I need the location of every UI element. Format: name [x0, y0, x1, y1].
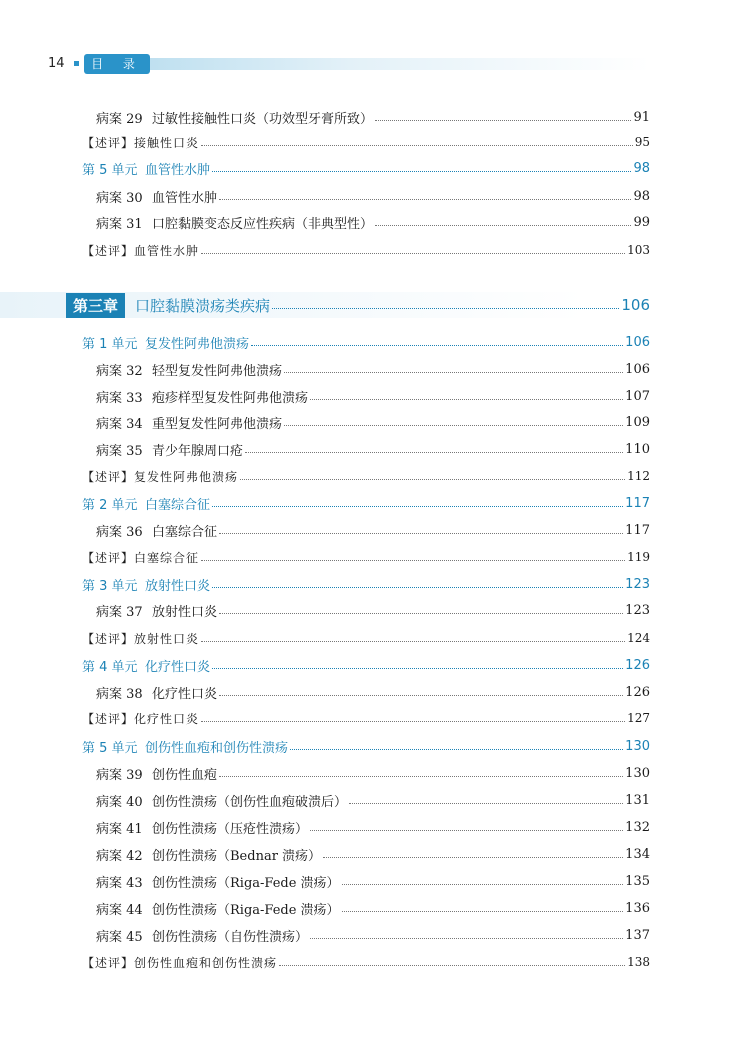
entry-title: 口腔黏膜溃疡类疾病: [135, 296, 271, 315]
leader-dots: [212, 171, 631, 172]
entry-title: 重型复发性阿弗他溃疡: [152, 416, 283, 432]
page-ref: 119: [627, 550, 650, 564]
entry-title: 创伤性溃疡（创伤性血疱破溃后）: [152, 794, 348, 810]
leader-dots: [240, 479, 625, 480]
leader-dots: [219, 613, 623, 614]
page-ref: 95: [634, 135, 650, 149]
case-number: 病案 38: [96, 686, 143, 702]
entry-title: 放射性口炎: [152, 604, 218, 620]
page-ref: 99: [633, 214, 650, 230]
page-ref: 138: [627, 955, 650, 969]
leader-dots: [201, 721, 625, 722]
page-ref: 126: [625, 657, 650, 673]
leader-dots: [342, 884, 624, 885]
page-ref: 123: [625, 576, 650, 592]
case-number: 病案 29: [96, 111, 143, 127]
toc-entry-case[interactable]: [0, 438, 650, 460]
entry-title: 创伤性溃疡（Riga-Fede 溃疡）: [152, 902, 340, 918]
entry-title: 化疗性口炎: [145, 659, 211, 675]
toc-entry-case[interactable]: [0, 816, 650, 838]
case-number: 病案 34: [96, 416, 143, 432]
leader-dots: [201, 253, 625, 254]
leader-dots: [272, 308, 619, 309]
case-number: 病案 40: [96, 794, 143, 810]
case-number: 病案 32: [96, 363, 143, 379]
toc-entry-case[interactable]: [0, 106, 650, 128]
entry-title: 创伤性血疱和创伤性溃疡: [145, 740, 289, 756]
page-ref: 106: [625, 361, 650, 377]
toc-entry-comment[interactable]: [0, 465, 650, 487]
page-ref: 126: [625, 684, 650, 700]
page-ref: 112: [627, 469, 650, 483]
entry-title: 复发性阿弗他溃疡: [145, 336, 250, 352]
toc-entry-comment[interactable]: [0, 627, 650, 649]
page-ref: 130: [625, 765, 650, 781]
leader-dots: [323, 857, 623, 858]
entry-title: 【述评】白塞综合征: [82, 550, 200, 565]
toc-entry-case[interactable]: [0, 870, 650, 892]
case-number: 病案 37: [96, 604, 143, 620]
page-ref: 109: [625, 414, 650, 430]
entry-title: 血管性水肿: [152, 190, 218, 206]
toc-entry-comment[interactable]: [0, 951, 650, 973]
unit-label: 第 3 单元: [82, 578, 138, 594]
page-number: 14: [48, 56, 65, 71]
page-ref: 135: [625, 873, 650, 889]
case-number: 病案 33: [96, 390, 143, 406]
entry-title: 放射性口炎: [145, 578, 211, 594]
page-ref: 107: [625, 388, 650, 404]
toc-entry-case[interactable]: [0, 789, 650, 811]
leader-dots: [212, 506, 623, 507]
leader-dots: [219, 776, 623, 777]
page-ref: 110: [625, 441, 650, 457]
leader-dots: [251, 345, 623, 346]
page-ref: 98: [633, 160, 650, 176]
page-ref: 103: [627, 243, 650, 257]
header-decor-bar: [150, 58, 650, 70]
case-number: 病案 44: [96, 902, 143, 918]
toc-entry-case[interactable]: [0, 211, 650, 233]
leader-dots: [310, 938, 623, 939]
unit-label: 第 5 单元: [82, 162, 138, 178]
toc-entry-case[interactable]: [0, 599, 650, 621]
toc-entry-case[interactable]: [0, 519, 650, 541]
page-header: [0, 52, 730, 76]
page-ref: 106: [625, 334, 650, 350]
toc-entry-case[interactable]: [0, 843, 650, 865]
leader-dots: [245, 452, 623, 453]
toc-entry-chapter[interactable]: [0, 292, 650, 318]
toc-entry-unit[interactable]: [0, 331, 650, 353]
page-ref: 137: [625, 927, 650, 943]
leader-dots: [310, 830, 623, 831]
leader-dots: [219, 695, 623, 696]
toc-entry-case[interactable]: [0, 385, 650, 407]
unit-label: 第 1 单元: [82, 336, 138, 352]
entry-title: 疱疹样型复发性阿弗他溃疡: [152, 390, 309, 406]
leader-dots: [342, 911, 624, 912]
leader-dots: [201, 560, 625, 561]
leader-dots: [212, 668, 623, 669]
page-ref: 130: [625, 738, 650, 754]
toc-entry-case[interactable]: [0, 681, 650, 703]
page-ref: 134: [625, 846, 650, 862]
page-ref: 117: [625, 495, 650, 511]
page-ref: 136: [625, 900, 650, 916]
page-ref: 127: [627, 711, 650, 725]
leader-dots: [310, 399, 623, 400]
page-ref: 106: [621, 296, 650, 314]
toc-entry-comment[interactable]: [0, 546, 650, 568]
header-bullet: [74, 61, 79, 66]
toc-entry-unit[interactable]: [0, 157, 650, 179]
page-ref: 117: [625, 522, 650, 538]
page-ref: 132: [625, 819, 650, 835]
case-number: 病案 35: [96, 443, 143, 459]
page-ref: 91: [633, 109, 650, 125]
case-number: 病案 39: [96, 767, 143, 783]
toc-entry-case[interactable]: [0, 411, 650, 433]
toc-entry-comment[interactable]: [0, 239, 650, 261]
section-label: 目 录: [84, 54, 150, 74]
leader-dots: [219, 199, 631, 200]
case-number: 病案 30: [96, 190, 143, 206]
entry-title: 白塞综合征: [152, 524, 218, 540]
toc-entry-case[interactable]: [0, 358, 650, 380]
leader-dots: [201, 145, 633, 146]
leader-dots: [290, 749, 623, 750]
entry-title: 血管性水肿: [145, 162, 211, 178]
leader-dots: [375, 225, 631, 226]
leader-dots: [219, 533, 623, 534]
entry-title: 【述评】接触性口炎: [82, 135, 200, 150]
leader-dots: [212, 587, 623, 588]
entry-title: 【述评】化疗性口炎: [82, 711, 200, 726]
toc-entry-case[interactable]: [0, 897, 650, 919]
chapter-label: 第三章: [66, 293, 125, 318]
entry-title: 过敏性接触性口炎（功效型牙膏所致）: [152, 111, 374, 127]
page-ref: 124: [627, 631, 650, 645]
entry-title: 创伤性溃疡（自伤性溃疡）: [152, 929, 309, 945]
case-number: 病案 31: [96, 216, 143, 232]
entry-title: 白塞综合征: [145, 497, 211, 513]
entry-title: 创伤性溃疡（Riga-Fede 溃疡）: [152, 875, 340, 891]
entry-title: 口腔黏膜变态反应性疾病（非典型性）: [152, 216, 374, 232]
unit-label: 第 4 单元: [82, 659, 138, 675]
entry-title: 【述评】放射性口炎: [82, 631, 200, 646]
leader-dots: [279, 965, 625, 966]
leader-dots: [201, 641, 625, 642]
leader-dots: [284, 372, 623, 373]
entry-title: 创伤性溃疡（压疮性溃疡）: [152, 821, 309, 837]
case-number: 病案 43: [96, 875, 143, 891]
page-ref: 131: [625, 792, 650, 808]
page-ref: 98: [633, 188, 650, 204]
unit-label: 第 5 单元: [82, 740, 138, 756]
case-number: 病案 36: [96, 524, 143, 540]
toc-entry-unit[interactable]: [0, 735, 650, 757]
toc-entry-unit[interactable]: [0, 573, 650, 595]
entry-title: 轻型复发性阿弗他溃疡: [152, 363, 283, 379]
entry-title: 【述评】复发性阿弗他溃疡: [82, 469, 239, 484]
toc-entry-case[interactable]: [0, 762, 650, 784]
entry-title: 化疗性口炎: [152, 686, 218, 702]
toc-entry-unit[interactable]: [0, 654, 650, 676]
case-number: 病案 42: [96, 848, 143, 864]
page-ref: 123: [625, 602, 650, 618]
entry-title: 创伤性溃疡（Bednar 溃疡）: [152, 848, 322, 864]
entry-title: 【述评】血管性水肿: [82, 243, 200, 258]
leader-dots: [284, 425, 623, 426]
toc-entry-comment[interactable]: [0, 707, 650, 729]
toc-entry-case[interactable]: [0, 924, 650, 946]
toc-entry-comment[interactable]: [0, 131, 650, 153]
toc-entry-case[interactable]: [0, 185, 650, 207]
entry-title: 【述评】创伤性血疱和创伤性溃疡: [82, 955, 278, 970]
case-number: 病案 41: [96, 821, 143, 837]
leader-dots: [349, 803, 623, 804]
case-number: 病案 45: [96, 929, 143, 945]
leader-dots: [375, 120, 631, 121]
entry-title: 创伤性血疱: [152, 767, 218, 783]
unit-label: 第 2 单元: [82, 497, 138, 513]
entry-title: 青少年腺周口疮: [152, 443, 244, 459]
toc-entry-unit[interactable]: [0, 492, 650, 514]
